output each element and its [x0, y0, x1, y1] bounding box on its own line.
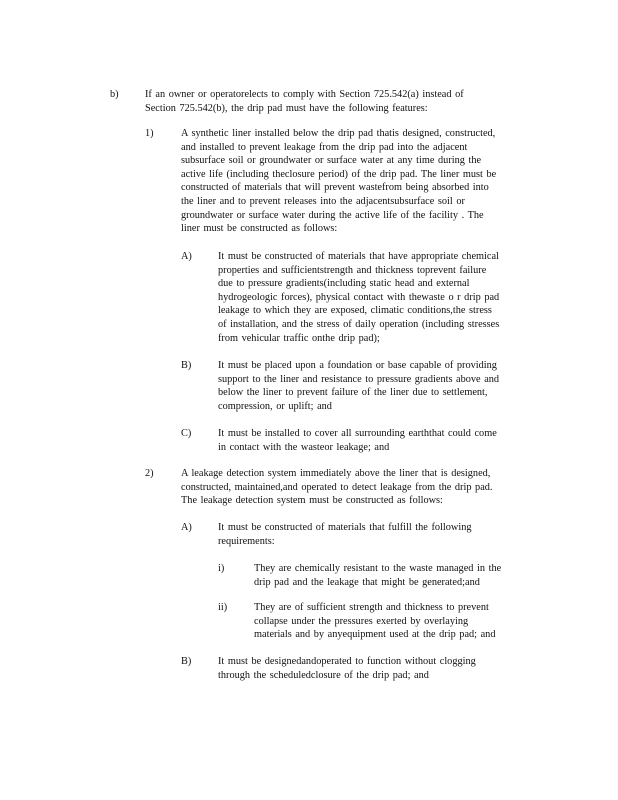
text-line: properties and sufficientstrength and thickness toprevent failure — [218, 264, 487, 276]
text-line: due to pressure gradients(including static head and external — [218, 278, 470, 290]
subsubitem-text — [254, 601, 531, 642]
subsubitem-label: ii) — [218, 602, 228, 613]
text-line: drip pad and the leakage that might be generated;and — [254, 576, 480, 588]
paragraph-text — [145, 88, 505, 115]
subitem-text — [218, 427, 531, 454]
text-line: and installed to prevent leakage from the drip pad into the adjacent — [181, 141, 468, 153]
subitem-label: A) — [181, 522, 192, 533]
text-line: leakage to which they are exposed, climatic conditions,the stress — [218, 305, 492, 317]
text-line: subsurface soil or groundwater or surface water at any time during the — [181, 155, 482, 167]
text-line: support to the liner and resistance to pressure gradients above and — [218, 373, 500, 385]
text-line: constructed of materials that will prevent wastefrom being absorbed into — [181, 182, 489, 194]
text-line: through the scheduledclosure of the drip pad; and — [218, 669, 429, 681]
text-line: A synthetic liner installed below the drip pad thatis designed, constructed, — [181, 128, 496, 139]
text-line: They are chemically resistant to the waste managed in the — [254, 563, 502, 574]
text-line: groundwater or surface water during the active life of the facility . The — [181, 209, 484, 221]
text-line: below the liner to prevent failure of the liner due to settlement, — [218, 387, 488, 399]
paragraph-label: b) — [110, 89, 119, 100]
text-line: Section 725.542(b), the drip pad must have the following features: — [145, 102, 428, 114]
text-line: They are of sufficient strength and thickness to prevent — [254, 602, 489, 613]
subitem-label: B) — [181, 656, 192, 667]
item-label: 1) — [145, 128, 154, 139]
subitem-label: B) — [181, 360, 192, 371]
text-line: The leakage detection system must be constructed as follows: — [181, 495, 443, 507]
text-line: constructed, maintained,and operated to detect leakage from the drip pad. — [181, 481, 493, 493]
text-line: requirements: — [218, 535, 275, 547]
text-line: It must be placed upon a foundation or base capable of providing — [218, 360, 497, 371]
item-text — [181, 127, 531, 236]
text-line: the liner and to prevent releases into the adjacentsubsurface soil or — [181, 195, 465, 207]
item-text — [181, 467, 531, 508]
text-line: in contact with the wasteor leakage; and — [218, 441, 390, 453]
text-line: It must be installed to cover all surrounding earththat could come — [218, 428, 497, 439]
subitem-text — [218, 359, 531, 413]
subsubitem-text — [254, 562, 531, 589]
subsubitem-label: i) — [218, 563, 225, 574]
text-line: of installation, and the stress of daily operation (including stresses — [218, 318, 500, 330]
text-line: liner must be constructed as follows: — [181, 223, 338, 235]
subitem-text — [218, 655, 531, 682]
item-label: 2) — [145, 468, 154, 479]
text-line: It must be constructed of materials that fulfill the following — [218, 522, 472, 533]
subitem-text — [218, 250, 531, 345]
text-line: It must be designedandoperated to function without clogging — [218, 656, 476, 667]
text-line: If an owner or operatorelects to comply with Section 725.542(a) instead of — [145, 89, 464, 100]
text-line: It must be constructed of materials that have appropriate chemical — [218, 251, 499, 262]
text-line: materials and by anyequipment used at the drip pad; and — [254, 629, 496, 641]
text-line: hydrogeologic forces), physical contact with thewaste o r drip pad — [218, 291, 500, 303]
subitem-label: C) — [181, 428, 192, 439]
text-line: from vehicular traffic onthe drip pad); — [218, 332, 380, 344]
text-line: active life (including theclosure period) of the drip pad. The liner must be — [181, 168, 497, 180]
text-line: collapse under the pressures exerted by overlaying — [254, 615, 469, 627]
text-line: A leakage detection system immediately above the liner that is designed, — [181, 468, 491, 479]
text-line: compression, or uplift; and — [218, 400, 332, 412]
subitem-text — [218, 521, 531, 548]
subitem-label: A) — [181, 251, 192, 262]
